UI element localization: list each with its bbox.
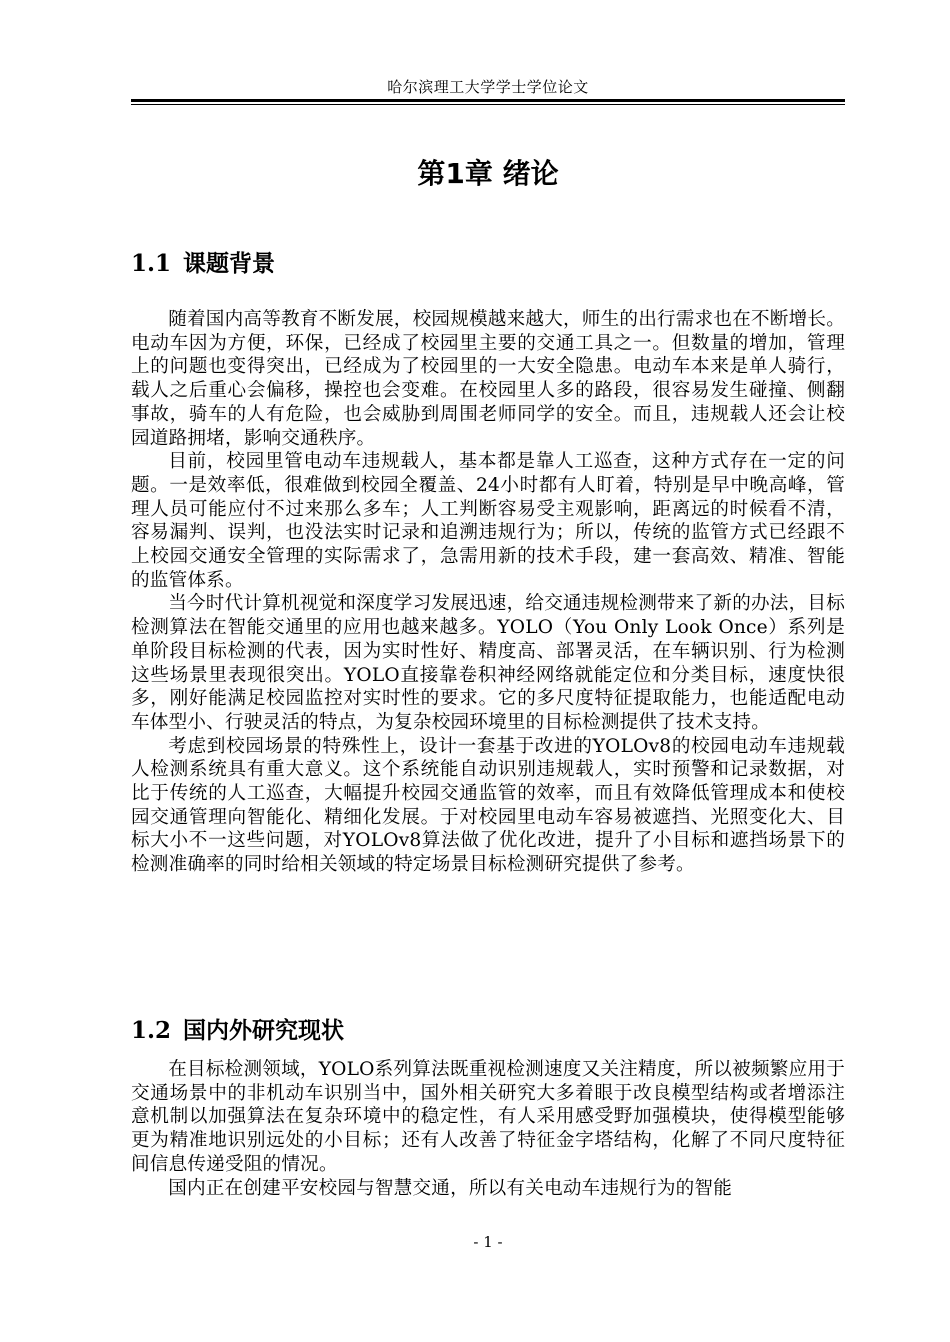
section-heading-1-2: [131, 1015, 344, 1047]
page-number: - 1 -: [473, 1233, 503, 1251]
section-number: 1.1: [131, 250, 172, 277]
section-title: 课题背景: [183, 251, 276, 277]
section-1-2-body: [131, 1058, 845, 1200]
paragraph: 当今时代计算机视觉和深度学习发展迅速，给交通违规检测带来了新的办法，目标检测算法在智能交通里的应用也越来越多。YOLO（You Only Look Once）系列是单阶段目标检测的代表，因为实时性好、精度高、部署灵活，在车辆识别、行为检测这些场景里表现很突出。YOLO直接靠卷积神经网络就能定位和分类目标，速度快很多，刚好能满足校园监控对实时性的要求。它的多尺度特征提取能力，也能适配电动车体型小、行驶灵活的特点，为复杂校园环境里的目标检测提供了技术支持。: [131, 593, 845, 733]
section-number: 1.2: [131, 1017, 172, 1044]
paragraph: 目前，校园里管电动车违规载人，基本都是靠人工巡查，这种方式存在一定的问题。一是效率低，很难做到校园全覆盖、24小时都有人盯着，特别是早中晚高峰，管理人员可能应付不过来那么多车；人工判断容易受主观影响，距离远的时候看不清，容易漏判、误判，也没法实时记录和追溯违规行为；所以，传统的监管方式已经跟不上校园交通安全管理的实际需求了，急需用新的技术手段，建一套高效、精准、智能的监管体系。: [131, 451, 845, 591]
section-1-1-body: [131, 308, 845, 877]
section-heading-1-1: [131, 248, 275, 280]
paragraph: 在目标检测领域，YOLO系列算法既重视检测速度又关注精度，所以被频繁应用于交通场景中的非机动车识别当中，国外相关研究大多着眼于改良模型结构或者增添注意机制以加强算法在复杂环境中的稳定性，有人采用感受野加强模块，使得模型能够更为精准地识别远处的小目标；还有人改善了特征金字塔结构，化解了不同尺度特征间信息传递受阻的情况。: [131, 1059, 845, 1175]
paragraph: 考虑到校园场景的特殊性上，设计一套基于改进的YOLOv8的校园电动车违规载人检测系统具有重大意义。这个系统能自动识别违规载人，实时预警和记录数据，对比于传统的人工巡查，大幅提升校园交通监管的效率，而且有效降低管理成本和使校园交通管理向智能化、精细化发展。于对校园里电动车容易被遮挡、光照变化大、目标大小不一这些问题，对YOLOv8算法做了优化改进，提升了小目标和遮挡场景下的检测准确率的同时给相关领域的特定场景目标检测研究提供了参考。: [131, 735, 845, 876]
header-rule-thin: [131, 104, 845, 105]
chapter-title: 第1章 绪论: [417, 157, 559, 190]
paragraph: 随着国内高等教育不断发展，校园规模越来越大，师生的出行需求也在不断增长。电动车因为方便，环保，已经成了校园里主要的交通工具之一。但数量的增加，管理上的问题也变得突出，已经成为了校园里的一大安全隐患。电动车本来是单人骑行，载人之后重心会偏移，操控也会变难。在校园里人多的路段，很容易发生碰撞、侧翻事故，骑车的人有危险，也会威胁到周围老师同学的安全。而且，违规载人还会让校园道路拥堵，影响交通秩序。: [131, 309, 845, 449]
running-header: 哈尔滨理工大学学士学位论文: [387, 78, 589, 96]
paragraph: 国内正在创建平安校园与智慧交通，所以有关电动车违规行为的智能: [168, 1177, 733, 1199]
section-title: 国内外研究现状: [183, 1018, 345, 1044]
header-rule-thick: [131, 99, 845, 102]
